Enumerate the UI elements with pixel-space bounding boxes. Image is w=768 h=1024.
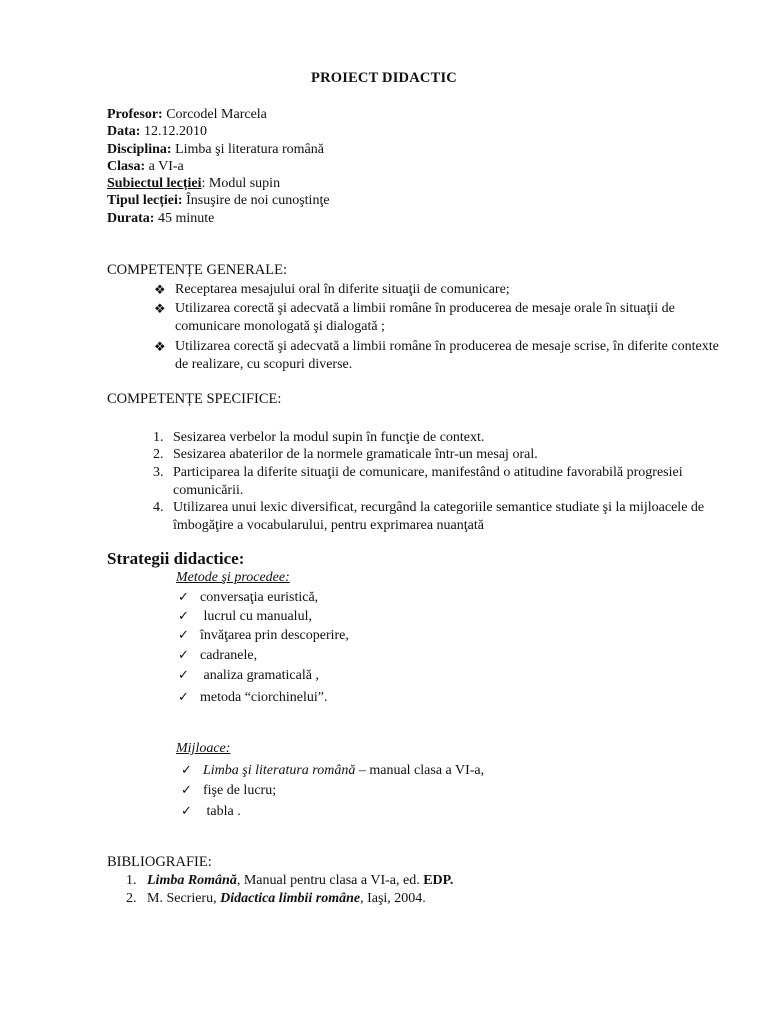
strategii-heading: Strategii didactice: [107, 549, 245, 568]
bibliografie-heading: BIBLIOGRAFIE: [107, 854, 212, 870]
mijloc-item: ✓ Limba şi literatura română – manual clasa a VI-a, [181, 762, 485, 778]
bibliografie-item-1: 1. Limba Română, Manual pentru clasa a VI-a, ed. EDP. [126, 873, 454, 888]
meta-durata: Durata: 45 minute [107, 210, 215, 226]
metoda-item: ✓ cadranele, [178, 647, 258, 663]
competenta-specifica-2: 2. Sesizarea abaterilor de la normele gramaticale într-un mesaj oral. [153, 447, 538, 462]
check-icon: ✓ [178, 608, 189, 623]
mijloc-item: ✓ tabla . [181, 803, 241, 819]
metoda-item: ✓ conversaţia euristică, [178, 589, 319, 605]
competenta-specifica-1: 1. Sesizarea verbelor la modul supin în funcţie de context. [153, 430, 485, 445]
check-icon: ✓ [178, 667, 189, 682]
metoda-item: ✓ învăţarea prin descoperire, [178, 627, 349, 643]
metoda-item: ✓ lucrul cu manualul, [178, 608, 312, 624]
metode-label: Metode şi procedee: [176, 570, 290, 585]
bibliografie-item-2: 2. M. Secrieru, Didactica limbii române, Iaşi, 2004. [126, 891, 426, 906]
competenta-generala-2: ❖ Utilizarea corectă şi adecvată a limbii române în producerea de mesaje orale în situaţii de comunicare monologată şi dialogată ; [154, 301, 675, 334]
check-icon: ✓ [181, 803, 192, 818]
competente-specifice-heading: COMPETENȚE SPECIFICE: [107, 391, 282, 407]
mijloace-label: Mijloace: [176, 741, 231, 756]
metoda-item: ✓ metoda “ciorchinelui”. [178, 689, 328, 705]
check-icon: ✓ [178, 689, 189, 704]
competenta-specifica-3: 3. Participarea la diferite situaţii de comunicare, manifestând o atitudine favorabilă progresiei comunicării. [153, 465, 683, 498]
diamond-bullet-icon: ❖ [154, 282, 166, 297]
mijloc-item: ✓ fişe de lucru; [181, 782, 277, 798]
meta-clasa: Clasa: a VI-a [107, 158, 184, 174]
meta-profesor: Profesor: Corcodel Marcela [107, 107, 267, 122]
competenta-specifica-4: 4. Utilizarea unui lexic diversificat, recurgând la categoriile semantice studiate şi la mijloacele de îmbogăţire a vocabularului, pentru exprimarea nuanţată [153, 500, 705, 533]
competenta-generala-3: ❖ Utilizarea corectă şi adecvată a limbii române în producerea de mesaje scrise, în diferite contexte de realizare, cu scopuri diverse. [154, 339, 719, 372]
diamond-bullet-icon: ❖ [154, 301, 166, 316]
meta-subiect: Subiectul lecției: Modul supin [107, 176, 281, 192]
meta-disciplina: Disciplina: Limba şi literatura română [107, 141, 324, 157]
meta-data: Data: 12.12.2010 [107, 124, 207, 140]
check-icon: ✓ [178, 589, 189, 604]
diamond-bullet-icon: ❖ [154, 339, 166, 354]
competente-generale-heading: COMPETENȚE GENERALE: [107, 262, 288, 278]
competenta-generala-1: ❖ Receptarea mesajului oral în diferite situaţii de comunicare; [154, 282, 510, 297]
lesson-metadata [107, 106, 330, 227]
check-icon: ✓ [181, 762, 192, 777]
document-title: PROIECT DIDACTIC [311, 70, 457, 86]
metoda-item: ✓ analiza gramaticală , [178, 667, 319, 683]
check-icon: ✓ [181, 782, 192, 797]
check-icon: ✓ [178, 627, 189, 642]
meta-tipul: Tipul lecției: Însuşire de noi cunoştinţe [107, 193, 330, 209]
check-icon: ✓ [178, 647, 189, 662]
